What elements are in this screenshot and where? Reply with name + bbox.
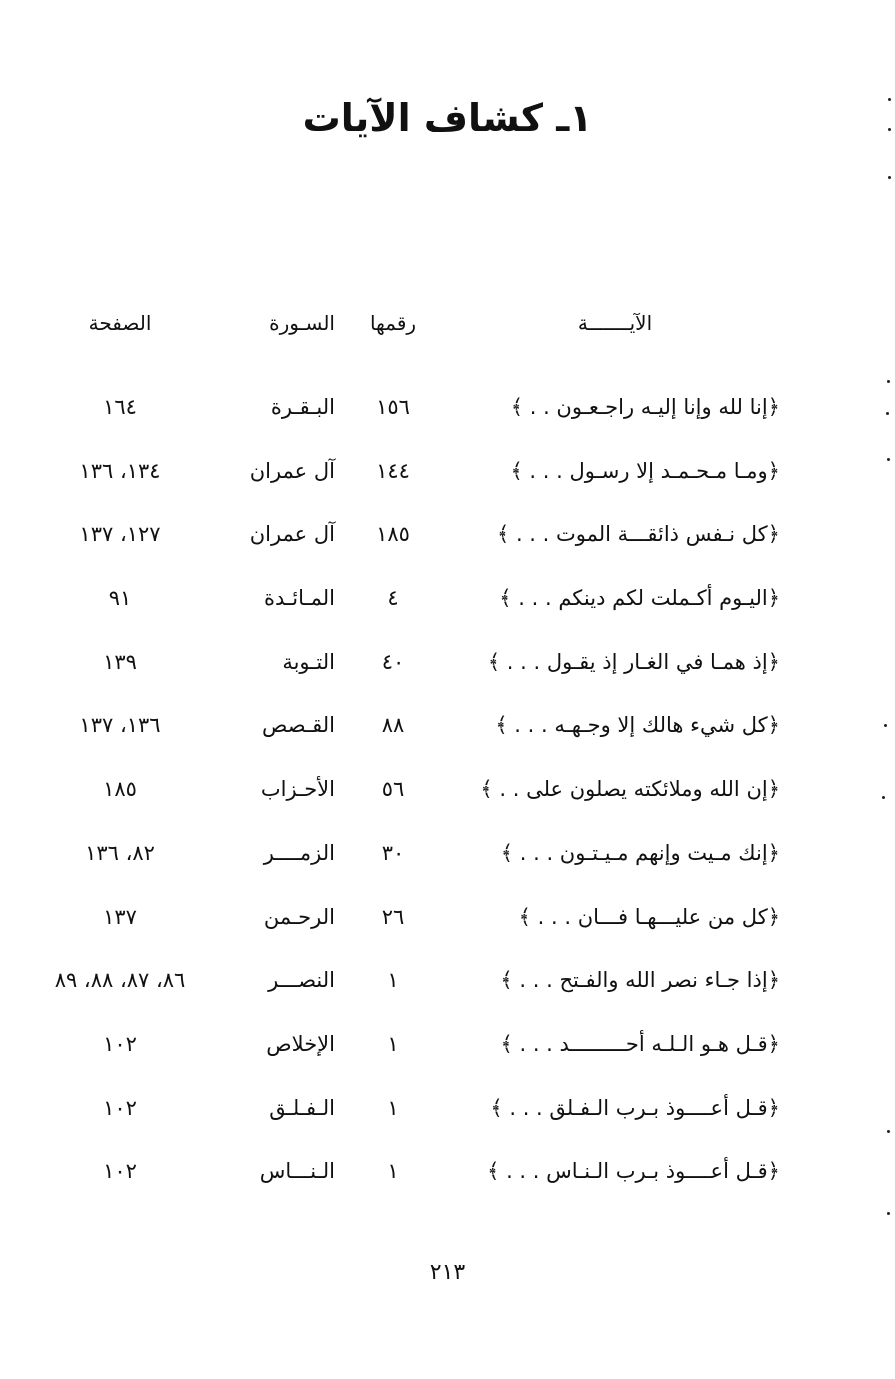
scan-speck xyxy=(886,412,889,415)
surah-name: آل عمران xyxy=(249,522,335,547)
ayah-number: ١ xyxy=(387,1031,399,1056)
ayah-text: ﴿قـل أعــــوذ بـرب الـنـاس . . . ﴾ xyxy=(487,1159,780,1184)
surah-name: الـفـلـق xyxy=(269,1095,335,1120)
page-ref: ١٣٦، ١٣٧ xyxy=(79,713,161,738)
ayah-text: ﴿قـل أعــــوذ بـرب الـفـلق . . . ﴾ xyxy=(490,1095,780,1120)
ayah-text: ﴿كل شيء هالك إلا وجـهـه . . . ﴾ xyxy=(495,713,780,738)
ayah-number: ٥٦ xyxy=(381,777,405,802)
page-ref: ١٣٩ xyxy=(103,649,137,674)
table-row xyxy=(40,376,780,440)
page-ref: ١٨٥ xyxy=(103,777,137,802)
table-row xyxy=(40,1013,780,1077)
table-row xyxy=(40,631,780,695)
surah-name: الزمــــر xyxy=(263,840,335,865)
table-header-row xyxy=(40,292,780,354)
page-ref: ٨٢، ١٣٦ xyxy=(85,840,155,865)
scan-speck xyxy=(887,380,890,383)
scan-speck xyxy=(888,176,891,179)
surah-name: البـقـرة xyxy=(270,395,335,419)
scan-speck xyxy=(882,796,885,799)
header-surah: السـورة xyxy=(269,311,335,335)
verse-index-table xyxy=(40,292,780,1204)
ayah-text: ﴿إنا لله وإنا إليـه راجـعـون . . ﴾ xyxy=(510,395,780,419)
ayah-number: ٨٨ xyxy=(381,713,405,738)
table-row xyxy=(40,567,780,631)
ayah-number: ٣٠ xyxy=(381,840,405,865)
ayah-text: ﴿إنك مـيت وإنهم مـيـتـون . . . ﴾ xyxy=(500,840,780,865)
table-row xyxy=(40,1140,780,1204)
scan-speck xyxy=(888,98,891,101)
ayah-number: ١ xyxy=(387,968,399,993)
table-row xyxy=(40,886,780,950)
ayah-text: ﴿ومـا مـحـمـد إلا رسـول . . . ﴾ xyxy=(510,458,780,483)
header-page: الصفحة xyxy=(88,311,152,335)
surah-name: القـصص xyxy=(262,713,335,738)
page-number: ٢١٣ xyxy=(429,1260,466,1285)
ayah-text: ﴿قـل هـو الـلـه أحـــــــــد . . . ﴾ xyxy=(500,1031,780,1056)
ayah-text: ﴿إذا جـاء نصر الله والفـتح . . . ﴾ xyxy=(500,968,780,993)
page-ref: ١٠٢ xyxy=(103,1095,137,1120)
ayah-number: ٤٠ xyxy=(381,649,405,674)
table-row xyxy=(40,822,780,886)
ayah-number: ١٥٦ xyxy=(376,395,410,419)
ayah-number: ١٨٥ xyxy=(376,522,410,547)
surah-name: الرحـمن xyxy=(263,904,335,929)
table-row xyxy=(40,1077,780,1141)
scan-speck xyxy=(887,458,890,461)
page-ref: ١٠٢ xyxy=(103,1159,137,1184)
page-ref: ٨٦، ٨٧، ٨٨، ٨٩ xyxy=(54,968,186,993)
header-number: رقمها xyxy=(369,311,417,335)
table-row xyxy=(40,949,780,1013)
page-ref: ١٣٤، ١٣٦ xyxy=(79,458,161,483)
ayah-text: ﴿إذ همـا في الغـار إذ يقـول . . . ﴾ xyxy=(487,649,780,674)
surah-name: المـائـدة xyxy=(264,586,335,611)
surah-name: الـنـــاس xyxy=(259,1159,335,1184)
ayah-text: ﴿كل من عليـــهـا فـــان . . . ﴾ xyxy=(518,904,780,929)
page-ref: ٩١ xyxy=(108,586,132,611)
page-title: ١ـ كشاف الآيات xyxy=(302,96,593,140)
ayah-number: ٤ xyxy=(387,586,399,611)
ayah-number: ١ xyxy=(387,1159,399,1184)
surah-name: النصـــر xyxy=(268,968,335,993)
table-row xyxy=(40,694,780,758)
ayah-number: ١٤٤ xyxy=(376,458,410,483)
scan-speck xyxy=(887,1212,890,1215)
scan-speck xyxy=(884,724,887,727)
ayah-number: ١ xyxy=(387,1095,399,1120)
page-ref: ١٠٢ xyxy=(103,1031,137,1056)
page-ref: ١٦٤ xyxy=(103,395,137,419)
surah-name: التـوبة xyxy=(282,649,335,674)
surah-name: آل عمران xyxy=(249,458,335,483)
surah-name: الإخلاص xyxy=(266,1031,335,1056)
table-row xyxy=(40,503,780,567)
ayah-text: ﴿اليـوم أكـملت لكم دينكم . . . ﴾ xyxy=(499,586,780,611)
page-ref: ١٣٧ xyxy=(103,904,137,929)
page-ref: ١٢٧، ١٣٧ xyxy=(79,522,161,547)
ayah-text: ﴿كل نـفس ذائقـــة الموت . . . ﴾ xyxy=(496,522,780,547)
surah-name: الأحـزاب xyxy=(260,777,335,802)
header-ayah: الآيـــــــة xyxy=(577,311,653,335)
scan-speck xyxy=(888,128,891,131)
table-row xyxy=(40,758,780,822)
table-row xyxy=(40,440,780,504)
ayah-text: ﴿إن الله وملائكته يصلون على . . ﴾ xyxy=(480,777,780,802)
ayah-number: ٢٦ xyxy=(381,904,405,929)
scan-speck xyxy=(887,1130,890,1133)
